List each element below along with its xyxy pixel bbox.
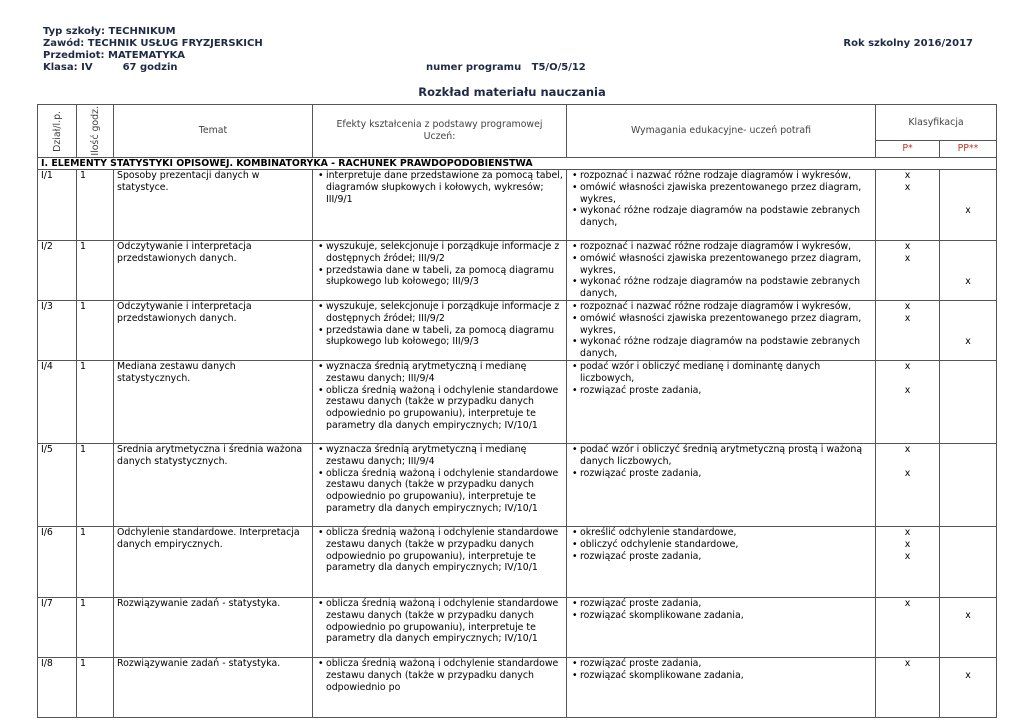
classification-mark [943, 408, 993, 420]
row-hours: 1 [77, 443, 114, 526]
classification-mark: x [904, 170, 911, 181]
classification-mark [943, 527, 993, 539]
school-year: Rok szkolny 2016/2017 [843, 38, 973, 49]
classification-mark [879, 479, 936, 491]
classification-mark: x [965, 609, 971, 621]
classification-mark [943, 348, 993, 360]
col-header-temat: Temat [114, 105, 313, 158]
row-topic: Odchylenie standardowe. Interpretacja danych empirycznych. [114, 526, 313, 597]
col-header-p: P* [876, 141, 940, 158]
classification-mark [943, 288, 993, 300]
table-row [38, 443, 997, 526]
classification-mark [879, 562, 936, 574]
classification-mark [943, 385, 993, 397]
classification-mark: x [904, 252, 911, 264]
classification-mark: x [904, 538, 911, 550]
efekty-item: • interpretuje dane przedstawione za pomocą tabel, diagramów słupkowych i kołowych, wykresów; III/9/1 [316, 170, 563, 205]
row-classification-pp [940, 360, 997, 443]
efekty-item: • oblicza średnią ważoną i odchylenie standardowe zestawu danych (także w przypadku danych odpowiednio po [316, 658, 563, 693]
row-wymagania [567, 360, 876, 443]
section-title: I. ELEMENTY STATYSTYKI OPISOWEJ. KOMBINATORYKA - RACHUNEK PRAWDOPODOBIEŃSTWA [38, 158, 997, 170]
page-title: Rozkład materiału nauczania [418, 85, 606, 99]
classification-mark [879, 373, 936, 385]
row-efekty [313, 241, 567, 301]
col-header-wymagania: Wymagania edukacyjne- uczeń potrafi [567, 105, 876, 158]
classification-mark [943, 551, 993, 563]
classification-mark [879, 491, 936, 503]
row-hours: 1 [77, 526, 114, 597]
row-classification-pp [940, 300, 997, 360]
col-header-ilosc: Ilość godz. [77, 105, 114, 158]
classification-mark: x [965, 669, 971, 681]
classification-mark [943, 562, 993, 574]
classification-mark [943, 217, 993, 229]
row-lp: I/6 [38, 526, 77, 597]
classification-mark [943, 468, 993, 480]
classification-mark [943, 574, 993, 586]
classification-mark [943, 598, 993, 610]
classification-mark: x [965, 336, 971, 348]
classification-mark [943, 182, 993, 194]
wymagania-item: • rozpoznać i nazwać różne rodzaje diagramów i wykresów, [570, 170, 872, 182]
col-header-efekty: Efekty kształcenia z podstawy programowej Uczeń: [313, 105, 567, 158]
classification-mark [943, 396, 993, 408]
wymagania-item: • rozwiązać skomplikowane zadania, [570, 670, 872, 682]
classification-mark [879, 288, 936, 300]
row-classification-pp [940, 241, 997, 301]
wymagania-item: • omówić własności zjawiska prezentowanego przez diagram, wykres, [570, 313, 872, 337]
row-hours: 1 [77, 300, 114, 360]
classification-mark [943, 682, 993, 694]
classification-mark: x [904, 181, 911, 193]
wymagania-item: • rozwiązać proste zadania, [570, 658, 872, 670]
classification-mark: x [904, 241, 911, 252]
wymagania-item: • rozwiązać proste zadania, [570, 551, 872, 563]
row-efekty [313, 360, 567, 443]
wymagania-item: • rozwiązać skomplikowane zadania, [570, 610, 872, 622]
table-row [38, 526, 997, 597]
row-hours: 1 [77, 360, 114, 443]
wymagania-item: • wykonać różne rodzaje diagramów na podstawie zebranych danych, [570, 205, 872, 229]
row-wymagania [567, 241, 876, 301]
row-lp: I/3 [38, 300, 77, 360]
row-efekty [313, 526, 567, 597]
efekty-item: • oblicza średnią ważoną i odchylenie standardowe zestawu danych (także w przypadku danych odpowiednio po grupowaniu), interpretuje te parametry dla danych empirycznych; IV/10/1 [316, 468, 563, 515]
table-row [38, 597, 997, 657]
curriculum-table [37, 104, 997, 718]
classification-mark [879, 408, 936, 420]
efekty-item: • wyznacza średnią arytmetyczną i medianę zestawu danych; III/9/4 [316, 444, 563, 468]
classification-mark: x [904, 384, 911, 396]
row-lp: I/1 [38, 170, 77, 241]
profession-label: Zawód: [43, 38, 85, 49]
row-topic: Odczytywanie i interpretacja przedstawionych danych. [114, 241, 313, 301]
wymagania-item: • omówić własności zjawiska prezentowanego przez diagram, wykres, [570, 253, 872, 277]
class-label: Klasa: IV [43, 62, 93, 73]
classification-mark [943, 705, 993, 717]
row-wymagania [567, 170, 876, 241]
classification-mark [943, 361, 993, 373]
row-wymagania [567, 526, 876, 597]
row-classification-p [876, 300, 940, 360]
row-efekty [313, 300, 567, 360]
classification-mark [879, 325, 936, 337]
wymagania-item: • rozwiązać proste zadania, [570, 598, 872, 610]
classification-mark [943, 658, 993, 670]
wymagania-item: • wykonać różne rodzaje diagramów na podstawie zebranych danych, [570, 276, 872, 300]
classification-mark [943, 645, 993, 657]
row-topic: Sposoby prezentacji danych w statystyce. [114, 170, 313, 241]
row-classification-pp [940, 526, 997, 597]
efekty-item: • wyznacza średnią arytmetyczną i medianę zestawu danych; III/9/4 [316, 361, 563, 385]
classification-mark [943, 693, 993, 705]
classification-mark [879, 336, 936, 348]
table-row [38, 241, 997, 301]
efekty-item: • wyszukuje, selekcjonuje i porządkuje informacje z dostępnych źródeł; III/9/2 [316, 241, 563, 265]
subject-label: Przedmiot: [43, 50, 105, 61]
row-classification-p [876, 170, 940, 241]
classification-mark [943, 622, 993, 634]
classification-mark: x [904, 300, 911, 312]
classification-mark [879, 276, 936, 288]
hours-total: 67 godzin [122, 62, 178, 73]
wymagania-item: • rozpoznać i nazwać różne rodzaje diagramów i wykresów, [570, 241, 872, 253]
classification-mark: x [904, 467, 911, 479]
wymagania-item: • rozwiązać proste zadania, [570, 385, 872, 397]
classification-mark [943, 444, 993, 456]
row-topic: Odczytywanie i interpretacja przedstawionych danych. [114, 300, 313, 360]
document-header [43, 26, 973, 74]
row-classification-pp [940, 443, 997, 526]
classification-mark [879, 670, 936, 682]
subject-value: MATEMATYKA [108, 50, 186, 61]
classification-mark: x [904, 526, 911, 538]
classification-mark [879, 693, 936, 705]
classification-mark [943, 479, 993, 491]
efekty-item: • wyszukuje, selekcjonuje i porządkuje informacje z dostępnych źródeł; III/9/2 [316, 301, 563, 325]
row-lp: I/5 [38, 443, 77, 526]
classification-mark [879, 205, 936, 217]
classification-mark [943, 301, 993, 313]
wymagania-item: • podać wzór i obliczyć medianę i dominantę danych liczbowych, [570, 361, 872, 385]
row-lp: I/7 [38, 597, 77, 657]
wymagania-item: • rozwiązać proste zadania, [570, 468, 872, 480]
classification-mark [943, 170, 993, 182]
efekty-item: • przedstawia dane w tabeli, za pomocą diagramu słupkowego lub kołowego; III/9/3 [316, 265, 563, 289]
school-type-value: TECHNIKUM [108, 26, 176, 37]
classification-mark [879, 645, 936, 657]
efekty-item: • oblicza średnią ważoną i odchylenie standardowe zestawu danych (także w przypadku danych odpowiednio po grupowaniu), interpretuje te parametry dla danych empirycznych; IV/10/1 [316, 385, 563, 432]
efekty-item: • oblicza średnią ważoną i odchylenie standardowe zestawu danych (także w przypadku danych odpowiednio po grupowaniu), interpretuje te parametry dla danych empirycznych; IV/10/1 [316, 527, 563, 574]
table-row [38, 360, 997, 443]
row-topic: Średnia arytmetyczna i średnia ważona danych statystycznych. [114, 443, 313, 526]
classification-mark: x [904, 657, 911, 669]
row-topic: Rozwiązywanie zadań - statystyka. [114, 657, 313, 717]
wymagania-item: • rozpoznać i nazwać różne rodzaje diagramów i wykresów, [570, 301, 872, 313]
program-number-value: T5/O/5/12 [531, 62, 586, 73]
classification-mark [943, 373, 993, 385]
row-topic: Mediana zestawu danych statystycznych. [114, 360, 313, 443]
wymagania-item: • określić odchylenie standardowe, [570, 527, 872, 539]
classification-mark [879, 217, 936, 229]
classification-mark [943, 253, 993, 265]
col-header-pp: PP** [940, 141, 997, 158]
classification-mark [943, 633, 993, 645]
classification-mark [943, 313, 993, 325]
row-classification-p [876, 597, 940, 657]
classification-mark [943, 456, 993, 468]
row-classification-p [876, 526, 940, 597]
row-hours: 1 [77, 170, 114, 241]
row-classification-pp [940, 597, 997, 657]
row-classification-p [876, 241, 940, 301]
classification-mark: x [904, 597, 911, 609]
classification-mark [879, 348, 936, 360]
table-row [38, 300, 997, 360]
row-hours: 1 [77, 597, 114, 657]
row-lp: I/4 [38, 360, 77, 443]
row-topic: Rozwiązywanie zadań - statystyka. [114, 597, 313, 657]
classification-mark [943, 241, 993, 253]
table-row [38, 657, 997, 717]
row-lp: I/2 [38, 241, 77, 301]
classification-mark [879, 574, 936, 586]
classification-mark [879, 705, 936, 717]
classification-mark: x [904, 312, 911, 324]
wymagania-item: • wykonać różne rodzaje diagramów na podstawie zebranych danych, [570, 336, 872, 360]
col-header-klasyfikacja: Klasyfikacja [876, 105, 997, 141]
row-efekty [313, 597, 567, 657]
classification-mark [879, 456, 936, 468]
row-efekty [313, 657, 567, 717]
row-classification-pp [940, 170, 997, 241]
classification-mark [943, 194, 993, 206]
efekty-item: • oblicza średnią ważoną i odchylenie standardowe zestawu danych (także w przypadku danych odpowiednio po grupowaniu), interpretuje te parametry dla danych empirycznych; IV/10/1 [316, 598, 563, 645]
row-wymagania [567, 657, 876, 717]
row-wymagania [567, 597, 876, 657]
row-classification-p [876, 443, 940, 526]
classification-mark: x [965, 205, 971, 217]
classification-mark [943, 325, 993, 337]
row-lp: I/8 [38, 657, 77, 717]
classification-mark [943, 491, 993, 503]
wymagania-item: • omówić własności zjawiska prezentowanego przez diagram, wykres, [570, 182, 872, 206]
classification-mark: x [904, 360, 911, 372]
row-wymagania [567, 443, 876, 526]
classification-mark: x [904, 443, 911, 455]
row-wymagania [567, 300, 876, 360]
classification-mark [879, 265, 936, 277]
classification-mark [879, 682, 936, 694]
classification-mark: x [965, 276, 971, 288]
classification-mark [879, 396, 936, 408]
row-classification-p [876, 360, 940, 443]
col-header-dzial: Dział/l.p. [38, 105, 77, 158]
classification-mark [879, 610, 936, 622]
row-classification-p [876, 657, 940, 717]
classification-mark [943, 265, 993, 277]
profession-value: TECHNIK USŁUG FRYZJERSKICH [87, 38, 263, 49]
wymagania-item: • obliczyć odchylenie standardowe, [570, 539, 872, 551]
row-hours: 1 [77, 657, 114, 717]
classification-mark [943, 539, 993, 551]
classification-mark [879, 194, 936, 206]
wymagania-item: • podać wzór i obliczyć średnią arytmetyczną prostą i ważoną danych liczbowych, [570, 444, 872, 468]
classification-mark [879, 622, 936, 634]
classification-mark: x [904, 550, 911, 562]
program-number-label: numer programu [426, 62, 522, 73]
row-efekty [313, 443, 567, 526]
row-hours: 1 [77, 241, 114, 301]
classification-mark [879, 633, 936, 645]
section-row [38, 158, 997, 170]
row-efekty [313, 170, 567, 241]
row-classification-pp [940, 657, 997, 717]
school-type-label: Typ szkoły: [43, 26, 106, 37]
table-row [38, 170, 997, 241]
efekty-item: • przedstawia dane w tabeli, za pomocą diagramu słupkowego lub kołowego; III/9/3 [316, 325, 563, 349]
